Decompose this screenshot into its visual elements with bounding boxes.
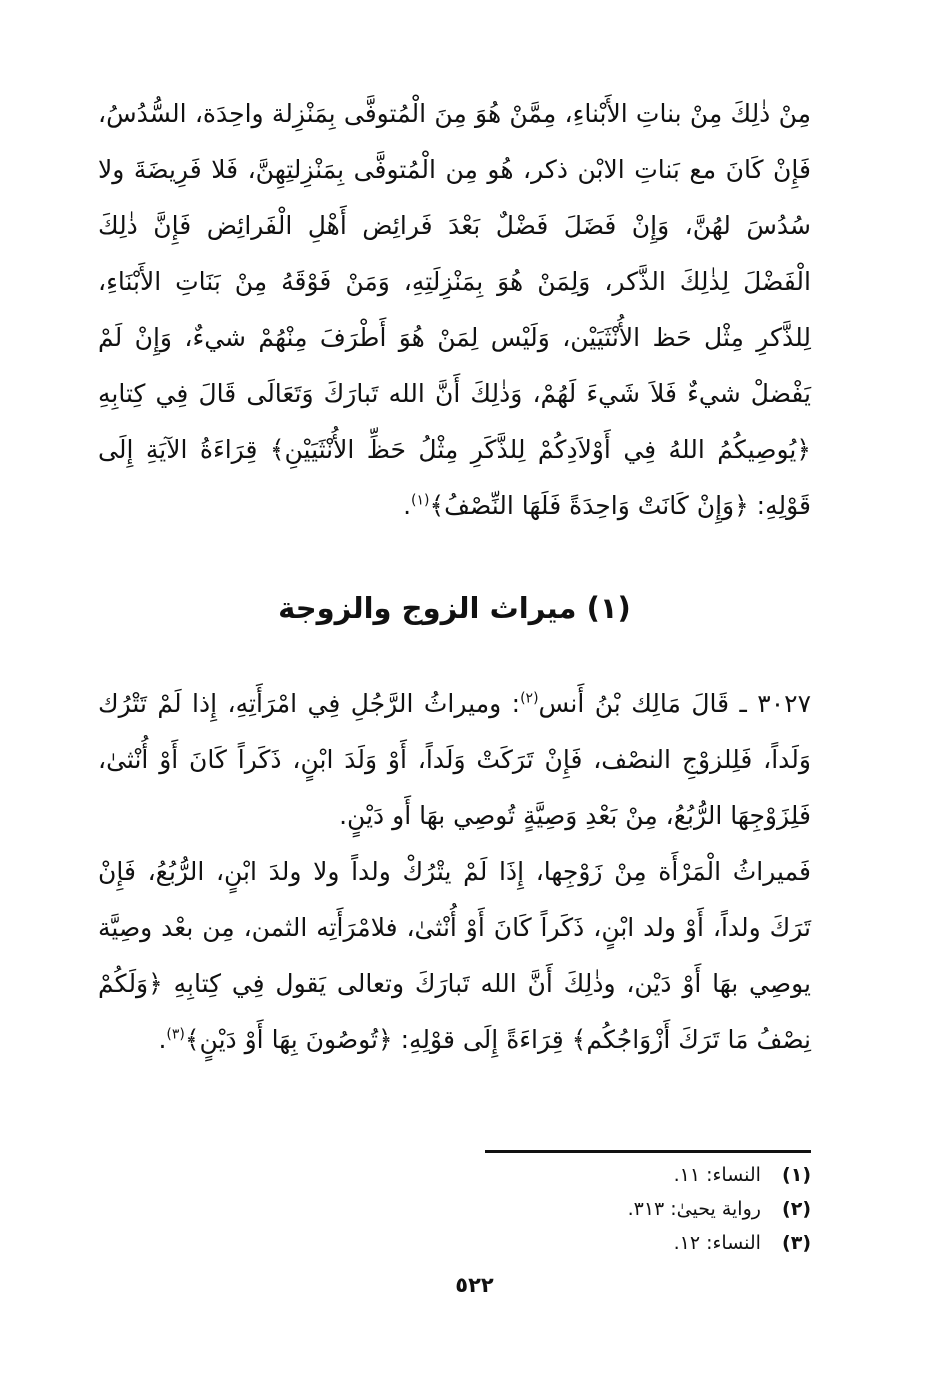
footnote-number: (٢) <box>782 1198 811 1220</box>
footnote-item <box>98 1158 811 1192</box>
footnote-ref-2: (٢) <box>520 690 539 707</box>
footnote-text: رواية يحيىٰ: ٣١٣. <box>627 1198 761 1220</box>
sentence-end: . <box>403 491 412 520</box>
footnote-text: النساء: ١٢. <box>673 1232 761 1254</box>
paragraph-wife-inheritance <box>98 844 811 1068</box>
paragraph-inheritance-granddaughters <box>98 86 811 534</box>
footnote-text: النساء: ١١. <box>673 1164 761 1186</box>
paragraph-text: : وميراثُ الرَّجُلِ فِي امْرَأَتِهِ، إِذا لَمْ تَتْرُك وَلَداً، فَلِلزوْجِ النصْف، فَإِنْ تَرَكَتْ وَلَداً، أَوْ وَلَدَ ابْنٍ، ذَكَراً كَانَ أَوْ أُنْثىٰ، فَلِزَوْجِهَا الرُّبُعُ، مِنْ بَعْدِ وَصِيَّةٍ تُوصِي بهَا أَو دَيْنٍ. <box>98 689 811 830</box>
page-number: ٥٢٢ <box>455 1273 494 1297</box>
footnote-number: (٣) <box>782 1232 811 1254</box>
footnotes-list <box>98 1158 811 1260</box>
paragraph-text: فَميراثُ الْمَرْأَة مِنْ زَوْجِها، إِذَا لَمْ يتْرُكْ ولداً ولا ولدَ ابْنٍ، الرُّبُعُ، فَإِنْ تَرَكَ ولداً، أَوْ ولد ابْنٍ، ذَكَراً كَانَ أَوْ أُنْثىٰ، فلامْرَأَتِه الثمن، مِن بعْد وصِيَّة يوصِي بهَا أَوْ دَيْن، وذٰلِكَ أَنَّ الله تَبارَكَ وتعالى يَقول فِي كِتابِهِ ﴿وَلَكُمْ نِصْفُ مَا تَرَكَ أَزْوَاجُكُم﴾ قِرَاءَةً إِلَى قوْلِهِ: ﴿تُوصُونَ بِهَا أَوْ دَيْنٍ﴾ <box>98 857 811 1054</box>
paragraph-husband-inheritance <box>98 676 811 844</box>
narration-lead: ٣٠٢٧ ـ قَالَ مَالِك بْنُ أَنس <box>538 689 811 718</box>
footnote-number: (١) <box>782 1164 811 1186</box>
footnote-ref-1: (١) <box>411 492 430 509</box>
paragraph-text: مِنْ ذٰلِكَ مِنْ بناتِ الأَبْناءِ، مِمَّنْ هُوَ مِنَ الْمُتوفَّى بِمَنْزِلة واحِدَة، السُّدُسُ، فَإِنْ كَانَ مع بَناتِ الابْن ذكر، هُو مِن الْمُتوفَّى بِمَنْزِلتِهِنَّ، فَلا فَرِيضَةَ ولا سُدُسَ لهُنَّ، وَإِنْ فَضَلَ فَضْلٌ بَعْدَ فَرائِض أَهْلِ الْفَرائِض فَإِنَّ ذٰلِكَ الْفَضْلَ لِذٰلِكَ الذَّكر، وَلِمَنْ هُوَ بِمَنْزِلَتِهِ، وَمَنْ فَوْقَهُ مِنْ بَنَاتِ الأَبْنَاءِ، لِلذَّكرِ مِثْل حَظ الأُنْثَيَيْن، وَلَيْس لِمَنْ هُوَ أَطْرَفَ مِنْهُمْ شيءٌ، وَإِنْ لَمْ يَفْضلْ شيءٌ فَلاَ شَيءَ لَهُمْ، وَذٰلِكَ أَنَّ الله تَبارَكَ وَتَعَالَى قَالَ فِي كِتابِهِ ﴿يُوصِيكُمُ اللهُ فِي أَوْلاَدِكُمْ لِلذَّكَرِ مِثْلُ حَظِّ الأُنْثَيَيْنِ﴾ قِرَاءَةُ الآيَةِ إِلَى قَوْلِهِ: ﴿وَإِنْ كَانَتْ وَاحِدَةً فَلَهَا النِّصْفُ﴾ <box>98 99 811 520</box>
footnote-item <box>98 1192 811 1226</box>
footnote-ref-3: (٣) <box>166 1026 185 1043</box>
sentence-end: . <box>158 1025 167 1054</box>
section-heading: (١) ميراث الزوج والزوجة <box>278 591 631 625</box>
footnote-divider <box>485 1150 811 1153</box>
footnote-item <box>98 1226 811 1260</box>
